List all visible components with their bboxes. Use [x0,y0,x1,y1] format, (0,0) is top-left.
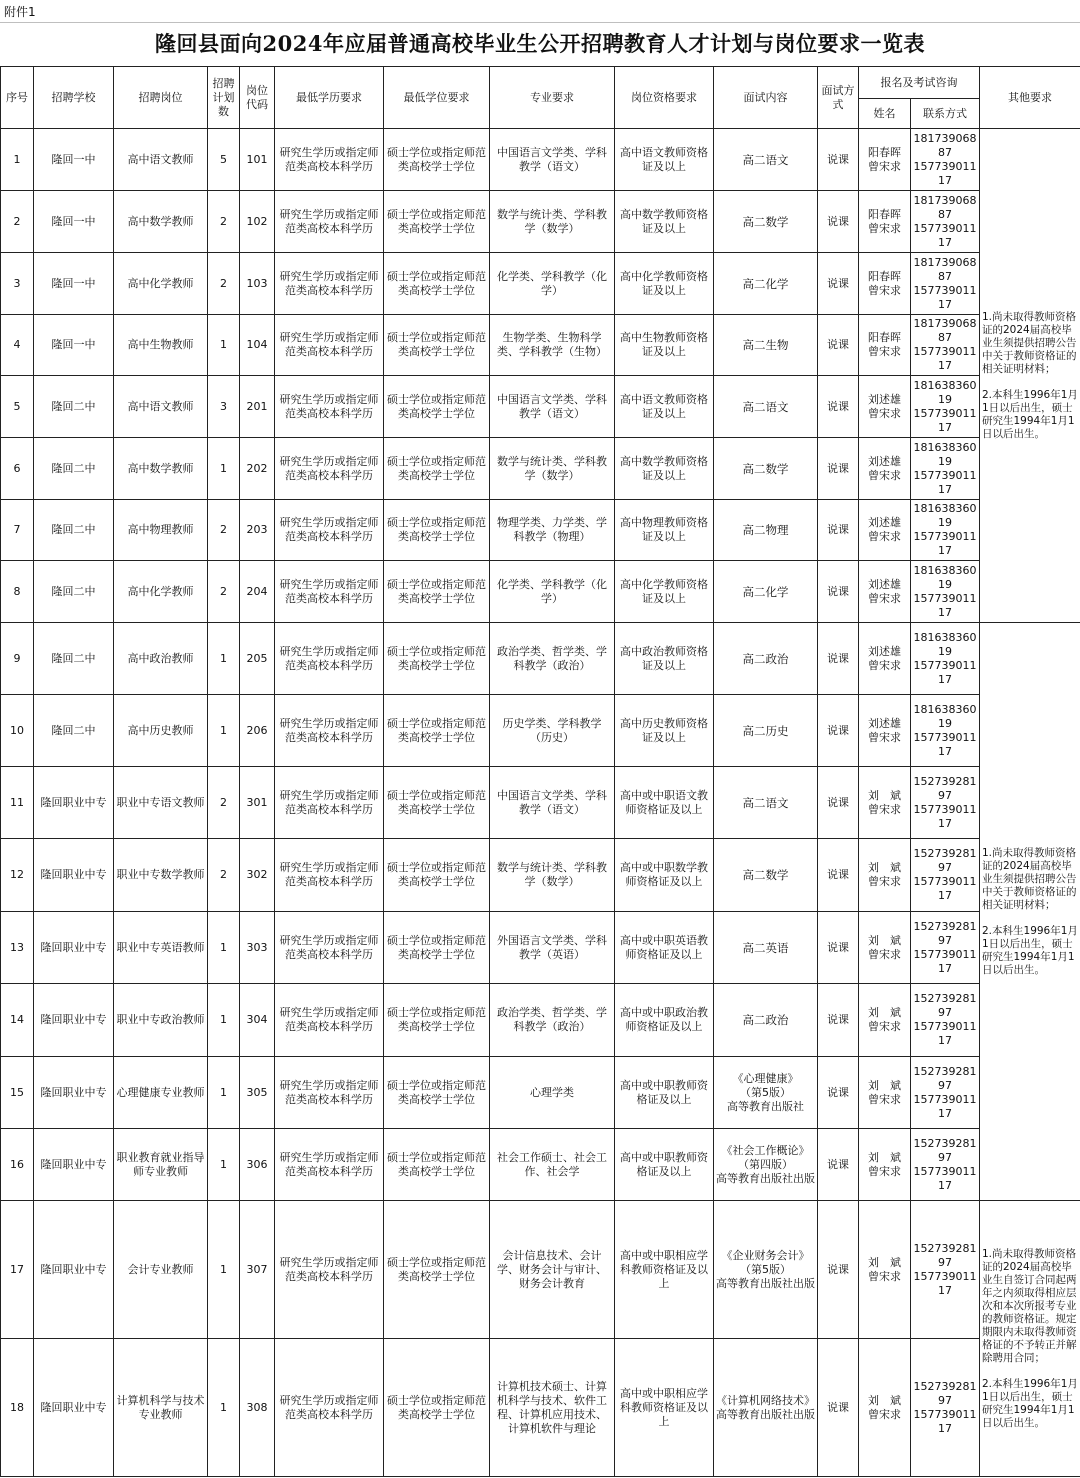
major-cell: 会计信息技术、会计学、财务会计与审计、财务会计教育 [490,1201,615,1339]
contact-phone-cell: 18173906887 15773901117 [911,253,980,315]
interview-mode-cell: 说课 [818,561,859,623]
post-cell: 高中物理教师 [114,500,208,561]
contact-phone-cell: 18173906887 15773901117 [911,129,980,191]
header-qualification: 岗位资格要求 [615,67,714,129]
school-cell: 隆回二中 [34,438,114,500]
table-row [1,191,1080,253]
interview-mode-cell: 说课 [818,1339,859,1477]
interview-content-cell: 高二英语 [714,912,818,984]
degree-cell: 硕士学位或指定师范类高校学士学位 [384,315,490,376]
table-row [1,376,1080,438]
table-row [1,912,1080,984]
plan-cell: 1 [208,1339,240,1477]
interview-content-cell: 高二语文 [714,129,818,191]
post-cell: 高中数学教师 [114,438,208,500]
row-index: 16 [1,1129,34,1201]
contact-name-cell: 刘述雄 曾宋求 [859,438,911,500]
education-cell: 研究生学历或指定师范类高校本科学历 [275,1129,384,1201]
row-index: 7 [1,500,34,561]
contact-name-cell: 阳春晖 曾宋求 [859,253,911,315]
code-cell: 103 [240,253,275,315]
plan-cell: 1 [208,984,240,1057]
education-cell: 研究生学历或指定师范类高校本科学历 [275,984,384,1057]
post-cell: 心理健康专业教师 [114,1057,208,1129]
code-cell: 204 [240,561,275,623]
row-index: 17 [1,1201,34,1339]
degree-cell: 硕士学位或指定师范类高校学士学位 [384,1057,490,1129]
contact-name-cell: 刘述雄 曾宋求 [859,695,911,767]
major-cell: 中国语言文学类、学科教学（语文） [490,129,615,191]
row-index: 13 [1,912,34,984]
plan-cell: 1 [208,695,240,767]
interview-mode-cell: 说课 [818,376,859,438]
header-phone: 联系方式 [911,99,980,129]
major-cell: 化学类、学科教学（化学） [490,253,615,315]
header-contact-group: 报名及考试咨询 [859,67,980,99]
contact-phone-cell: 15273928197 15773901117 [911,1057,980,1129]
post-cell: 高中化学教师 [114,561,208,623]
table-row [1,1057,1080,1129]
post-cell: 高中政治教师 [114,623,208,695]
table-row [1,500,1080,561]
major-cell: 心理学类 [490,1057,615,1129]
interview-content-cell: 高二政治 [714,984,818,1057]
school-cell: 隆回职业中专 [34,1339,114,1477]
qualification-cell: 高中化学教师资格证及以上 [615,561,714,623]
education-cell: 研究生学历或指定师范类高校本科学历 [275,623,384,695]
degree-cell: 硕士学位或指定师范类高校学士学位 [384,1339,490,1477]
interview-content-cell: 高二化学 [714,561,818,623]
contact-name-cell: 阳春晖 曾宋求 [859,191,911,253]
school-cell: 隆回职业中专 [34,1201,114,1339]
interview-content-cell: 高二历史 [714,695,818,767]
table-row [1,253,1080,315]
contact-name-cell: 刘述雄 曾宋求 [859,561,911,623]
degree-cell: 硕士学位或指定师范类高校学士学位 [384,1201,490,1339]
education-cell: 研究生学历或指定师范类高校本科学历 [275,191,384,253]
qualification-cell: 高中数学教师资格证及以上 [615,191,714,253]
plan-cell: 2 [208,500,240,561]
contact-phone-cell: 15273928197 15773901117 [911,1339,980,1477]
plan-cell: 1 [208,1201,240,1339]
qualification-cell: 高中或中职教师资格证及以上 [615,1129,714,1201]
qualification-cell: 高中化学教师资格证及以上 [615,253,714,315]
plan-cell: 2 [208,253,240,315]
degree-cell: 硕士学位或指定师范类高校学士学位 [384,623,490,695]
major-cell: 生物学类、生物科学类、学科教学（生物） [490,315,615,376]
table-row [1,438,1080,500]
row-index: 3 [1,253,34,315]
code-cell: 306 [240,1129,275,1201]
header-name: 姓名 [859,99,911,129]
interview-mode-cell: 说课 [818,767,859,839]
header-education: 最低学历要求 [275,67,384,129]
degree-cell: 硕士学位或指定师范类高校学士学位 [384,695,490,767]
table-row [1,1129,1080,1201]
education-cell: 研究生学历或指定师范类高校本科学历 [275,253,384,315]
interview-content-cell: 《计算机网络技术》 高等教育出版社出版 [714,1339,818,1477]
contact-name-cell: 阳春晖 曾宋求 [859,129,911,191]
contact-phone-cell: 18173906887 15773901117 [911,191,980,253]
school-cell: 隆回一中 [34,315,114,376]
major-cell: 中国语言文学类、学科教学（语文） [490,376,615,438]
degree-cell: 硕士学位或指定师范类高校学士学位 [384,767,490,839]
school-cell: 隆回一中 [34,191,114,253]
degree-cell: 硕士学位或指定师范类高校学士学位 [384,253,490,315]
school-cell: 隆回二中 [34,376,114,438]
school-cell: 隆回职业中专 [34,1057,114,1129]
degree-cell: 硕士学位或指定师范类高校学士学位 [384,839,490,912]
major-cell: 社会工作硕士、社会工作、社会学 [490,1129,615,1201]
row-index: 15 [1,1057,34,1129]
qualification-cell: 高中语文教师资格证及以上 [615,376,714,438]
table-row [1,767,1080,839]
header-index: 序号 [1,67,34,129]
table-row [1,1339,1080,1477]
education-cell: 研究生学历或指定师范类高校本科学历 [275,912,384,984]
degree-cell: 硕士学位或指定师范类高校学士学位 [384,376,490,438]
table-row [1,984,1080,1057]
recruitment-table [0,66,1080,1477]
code-cell: 102 [240,191,275,253]
interview-content-cell: 高二语文 [714,376,818,438]
qualification-cell: 高中语文教师资格证及以上 [615,129,714,191]
degree-cell: 硕士学位或指定师范类高校学士学位 [384,1129,490,1201]
qualification-cell: 高中物理教师资格证及以上 [615,500,714,561]
education-cell: 研究生学历或指定师范类高校本科学历 [275,767,384,839]
plan-cell: 2 [208,839,240,912]
education-cell: 研究生学历或指定师范类高校本科学历 [275,315,384,376]
code-cell: 304 [240,984,275,1057]
code-cell: 202 [240,438,275,500]
plan-cell: 2 [208,191,240,253]
contact-phone-cell: 18163836019 15773901117 [911,695,980,767]
plan-cell: 1 [208,438,240,500]
interview-content-cell: 《心理健康》 （第5版） 高等教育出版社 [714,1057,818,1129]
contact-name-cell: 刘 斌 曾宋求 [859,1057,911,1129]
interview-mode-cell: 说课 [818,912,859,984]
major-cell: 数学与统计类、学科教学（数学） [490,191,615,253]
table-row [1,1201,1080,1339]
interview-mode-cell: 说课 [818,129,859,191]
degree-cell: 硕士学位或指定师范类高校学士学位 [384,984,490,1057]
degree-cell: 硕士学位或指定师范类高校学士学位 [384,561,490,623]
row-index: 4 [1,315,34,376]
degree-cell: 硕士学位或指定师范类高校学士学位 [384,129,490,191]
contact-name-cell: 刘 斌 曾宋求 [859,839,911,912]
interview-mode-cell: 说课 [818,623,859,695]
education-cell: 研究生学历或指定师范类高校本科学历 [275,695,384,767]
other-requirements-cell: 1.尚未取得教师资格证的2024届高校毕业生须提供招聘公告中关于教师资格证的相关证明材料； 2.本科生1996年1月1日以后出生，硕士研究生1994年1月1日以后出生。 [980,623,1080,1201]
major-cell: 政治学类、哲学类、学科教学（政治） [490,623,615,695]
post-cell: 高中历史教师 [114,695,208,767]
post-cell: 高中语文教师 [114,376,208,438]
qualification-cell: 高中或中职相应学科教师资格证及以上 [615,1339,714,1477]
plan-cell: 3 [208,376,240,438]
page-title: 隆回县面向2024年应届普通高校毕业生公开招聘教育人才计划与岗位要求一览表 [155,31,925,56]
interview-content-cell: 高二政治 [714,623,818,695]
interview-content-cell: 高二化学 [714,253,818,315]
code-cell: 303 [240,912,275,984]
school-cell: 隆回职业中专 [34,767,114,839]
table-row [1,561,1080,623]
contact-phone-cell: 18163836019 15773901117 [911,623,980,695]
row-index: 18 [1,1339,34,1477]
row-index: 2 [1,191,34,253]
contact-phone-cell: 18163836019 15773901117 [911,500,980,561]
post-cell: 高中语文教师 [114,129,208,191]
post-cell: 计算机科学与技术专业教师 [114,1339,208,1477]
other-requirements-cell: 1.尚未取得教师资格证的2024届高校毕业生自签订合同起两年之内须取得相应层次和本次所报考专业的教师资格证。规定期限内未取得教师资格证的不予转正并解除聘用合同； 2.本科生1996年1月1日以后出生，硕士研究生1994年1月1日以后出生。 [980,1201,1080,1477]
qualification-cell: 高中或中职英语教师资格证及以上 [615,912,714,984]
row-index: 5 [1,376,34,438]
school-cell: 隆回职业中专 [34,1129,114,1201]
plan-cell: 1 [208,623,240,695]
code-cell: 305 [240,1057,275,1129]
degree-cell: 硕士学位或指定师范类高校学士学位 [384,438,490,500]
contact-name-cell: 刘 斌 曾宋求 [859,1201,911,1339]
major-cell: 外国语言文学类、学科教学（英语） [490,912,615,984]
interview-content-cell: 高二物理 [714,500,818,561]
table-row [1,623,1080,695]
major-cell: 历史学类、学科教学（历史） [490,695,615,767]
school-cell: 隆回二中 [34,623,114,695]
interview-mode-cell: 说课 [818,1201,859,1339]
code-cell: 301 [240,767,275,839]
contact-phone-cell: 18163836019 15773901117 [911,438,980,500]
interview-mode-cell: 说课 [818,1129,859,1201]
major-cell: 政治学类、哲学类、学科教学（政治） [490,984,615,1057]
education-cell: 研究生学历或指定师范类高校本科学历 [275,1057,384,1129]
degree-cell: 硕士学位或指定师范类高校学士学位 [384,912,490,984]
school-cell: 隆回二中 [34,695,114,767]
plan-cell: 2 [208,561,240,623]
school-cell: 隆回一中 [34,129,114,191]
qualification-cell: 高中或中职相应学科教师资格证及以上 [615,1201,714,1339]
qualification-cell: 高中或中职语文教师资格证及以上 [615,767,714,839]
education-cell: 研究生学历或指定师范类高校本科学历 [275,129,384,191]
school-cell: 隆回二中 [34,500,114,561]
code-cell: 101 [240,129,275,191]
contact-phone-cell: 15273928197 15773901117 [911,839,980,912]
row-index: 9 [1,623,34,695]
header-other: 其他要求 [980,67,1080,129]
code-cell: 206 [240,695,275,767]
row-index: 11 [1,767,34,839]
plan-cell: 1 [208,912,240,984]
attachment-label: 附件1 [4,5,36,19]
education-cell: 研究生学历或指定师范类高校本科学历 [275,376,384,438]
row-index: 6 [1,438,34,500]
contact-phone-cell: 18173906887 15773901117 [911,315,980,376]
code-cell: 308 [240,1339,275,1477]
major-cell: 计算机技术硕士、计算机科学与技术、软件工程、计算机应用技术、计算机软件与理论 [490,1339,615,1477]
major-cell: 数学与统计类、学科教学（数学） [490,839,615,912]
contact-name-cell: 阳春晖 曾宋求 [859,315,911,376]
interview-mode-cell: 说课 [818,191,859,253]
code-cell: 205 [240,623,275,695]
row-index: 14 [1,984,34,1057]
contact-phone-cell: 15273928197 15773901117 [911,1201,980,1339]
interview-mode-cell: 说课 [818,438,859,500]
interview-mode-cell: 说课 [818,1057,859,1129]
row-index: 10 [1,695,34,767]
education-cell: 研究生学历或指定师范类高校本科学历 [275,500,384,561]
header-code: 岗位代码 [240,67,275,129]
header-post: 招聘岗位 [114,67,208,129]
interview-content-cell: 高二生物 [714,315,818,376]
degree-cell: 硕士学位或指定师范类高校学士学位 [384,191,490,253]
code-cell: 203 [240,500,275,561]
header-school: 招聘学校 [34,67,114,129]
table-row [1,695,1080,767]
school-cell: 隆回职业中专 [34,912,114,984]
interview-mode-cell: 说课 [818,315,859,376]
header-interview-mode: 面试方式 [818,67,859,129]
contact-name-cell: 刘 斌 曾宋求 [859,1339,911,1477]
contact-name-cell: 刘述雄 曾宋求 [859,500,911,561]
table-row [1,315,1080,376]
contact-name-cell: 刘述雄 曾宋求 [859,376,911,438]
post-cell: 职业教育就业指导师专业教师 [114,1129,208,1201]
school-cell: 隆回职业中专 [34,839,114,912]
qualification-cell: 高中或中职数学教师资格证及以上 [615,839,714,912]
interview-content-cell: 高二数学 [714,438,818,500]
plan-cell: 1 [208,1129,240,1201]
contact-name-cell: 刘 斌 曾宋求 [859,984,911,1057]
plan-cell: 1 [208,1057,240,1129]
header-interview-content: 面试内容 [714,67,818,129]
interview-mode-cell: 说课 [818,695,859,767]
header-plan: 招聘计划数 [208,67,240,129]
table-row [1,129,1080,191]
contact-phone-cell: 15273928197 15773901117 [911,1129,980,1201]
qualification-cell: 高中历史教师资格证及以上 [615,695,714,767]
education-cell: 研究生学历或指定师范类高校本科学历 [275,438,384,500]
education-cell: 研究生学历或指定师范类高校本科学历 [275,839,384,912]
contact-name-cell: 刘 斌 曾宋求 [859,1129,911,1201]
school-cell: 隆回二中 [34,561,114,623]
interview-content-cell: 《企业财务会计》 （第5版） 高等教育出版社出版 [714,1201,818,1339]
post-cell: 职业中专数学教师 [114,839,208,912]
code-cell: 201 [240,376,275,438]
post-cell: 职业中专政治教师 [114,984,208,1057]
education-cell: 研究生学历或指定师范类高校本科学历 [275,1339,384,1477]
other-requirements-cell: 1.尚未取得教师资格证的2024届高校毕业生须提供招聘公告中关于教师资格证的相关证明材料； 2.本科生1996年1月1日以后出生，硕士研究生1994年1月1日以后出生。 [980,129,1080,623]
education-cell: 研究生学历或指定师范类高校本科学历 [275,1201,384,1339]
header-degree: 最低学位要求 [384,67,490,129]
row-index: 8 [1,561,34,623]
contact-phone-cell: 15273928197 15773901117 [911,912,980,984]
interview-mode-cell: 说课 [818,839,859,912]
interview-content-cell: 《社会工作概论》 （第四版） 高等教育出版社出版 [714,1129,818,1201]
post-cell: 职业中专语文教师 [114,767,208,839]
interview-mode-cell: 说课 [818,984,859,1057]
contact-name-cell: 刘 斌 曾宋求 [859,912,911,984]
header-major: 专业要求 [490,67,615,129]
contact-name-cell: 刘 斌 曾宋求 [859,767,911,839]
post-cell: 职业中专英语教师 [114,912,208,984]
major-cell: 化学类、学科教学（化学） [490,561,615,623]
interview-content-cell: 高二语文 [714,767,818,839]
post-cell: 高中化学教师 [114,253,208,315]
interview-content-cell: 高二数学 [714,191,818,253]
qualification-cell: 高中生物教师资格证及以上 [615,315,714,376]
interview-content-cell: 高二数学 [714,839,818,912]
education-cell: 研究生学历或指定师范类高校本科学历 [275,561,384,623]
post-cell: 高中生物教师 [114,315,208,376]
qualification-cell: 高中或中职教师资格证及以上 [615,1057,714,1129]
table-row [1,839,1080,912]
row-index: 12 [1,839,34,912]
post-cell: 高中数学教师 [114,191,208,253]
post-cell: 会计专业教师 [114,1201,208,1339]
code-cell: 307 [240,1201,275,1339]
code-cell: 302 [240,839,275,912]
contact-phone-cell: 15273928197 15773901117 [911,767,980,839]
school-cell: 隆回职业中专 [34,984,114,1057]
row-index: 1 [1,129,34,191]
major-cell: 数学与统计类、学科教学（数学） [490,438,615,500]
plan-cell: 2 [208,767,240,839]
header-strip [0,0,1080,23]
qualification-cell: 高中政治教师资格证及以上 [615,623,714,695]
plan-cell: 1 [208,315,240,376]
contact-phone-cell: 18163836019 15773901117 [911,376,980,438]
interview-mode-cell: 说课 [818,500,859,561]
qualification-cell: 高中或中职政治教师资格证及以上 [615,984,714,1057]
plan-cell: 5 [208,129,240,191]
contact-phone-cell: 18163836019 15773901117 [911,561,980,623]
major-cell: 中国语言文学类、学科教学（语文） [490,767,615,839]
contact-phone-cell: 15273928197 15773901117 [911,984,980,1057]
qualification-cell: 高中数学教师资格证及以上 [615,438,714,500]
interview-mode-cell: 说课 [818,253,859,315]
major-cell: 物理学类、力学类、学科教学（物理） [490,500,615,561]
degree-cell: 硕士学位或指定师范类高校学士学位 [384,500,490,561]
school-cell: 隆回一中 [34,253,114,315]
contact-name-cell: 刘述雄 曾宋求 [859,623,911,695]
code-cell: 104 [240,315,275,376]
